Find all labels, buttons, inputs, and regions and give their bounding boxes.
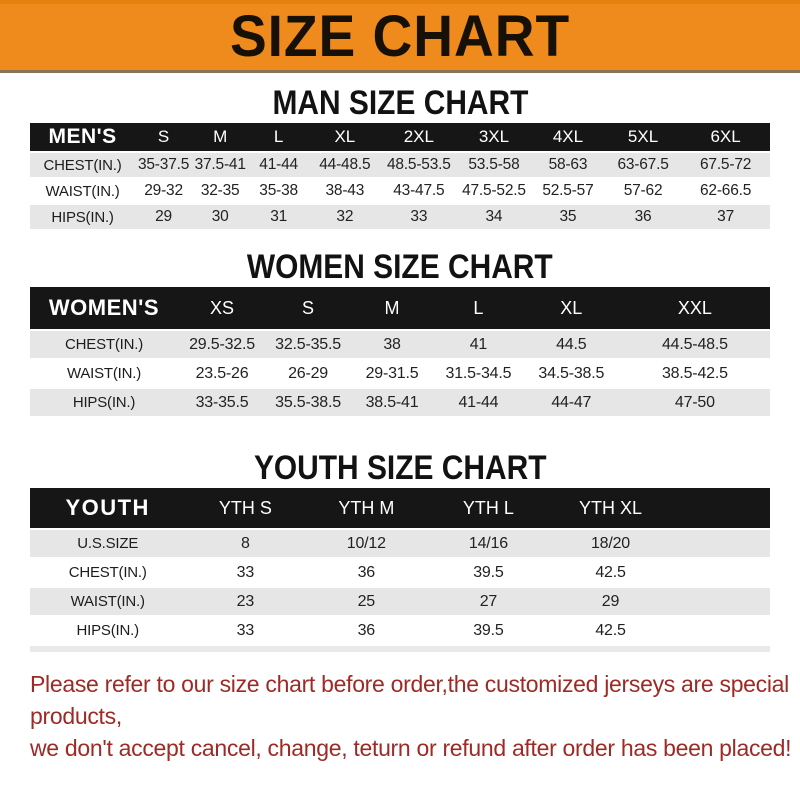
cell: 33-35.5	[178, 389, 266, 418]
cell: 38	[350, 331, 434, 360]
cell: 36	[305, 559, 427, 588]
col-header: 3XL	[457, 123, 531, 153]
cell: 35.5-38.5	[266, 389, 350, 418]
cell: 44-47	[523, 389, 620, 418]
cell: 42.5	[549, 559, 671, 588]
men-header-bar	[30, 123, 770, 153]
youth-waist-row	[30, 588, 770, 617]
row-label: U.S.SIZE	[30, 530, 185, 559]
cell: 29-31.5	[350, 360, 434, 389]
cell: 33	[185, 617, 305, 646]
men-waist-row	[30, 179, 770, 205]
cell: 29.5-32.5	[178, 331, 266, 360]
cell: 52.5-57	[531, 179, 605, 205]
banner	[0, 0, 800, 73]
cell: 43-47.5	[381, 179, 457, 205]
youth-group-label: YOUTH	[30, 488, 185, 530]
cell: 29	[135, 205, 192, 231]
footer-note-line2: we don't accept cancel, change, teturn or refund after order has been placed!	[30, 735, 792, 761]
col-header: YTH M	[305, 488, 427, 530]
cell: 41	[434, 331, 523, 360]
youth-chest-row	[30, 559, 770, 588]
women-group-label: WOMEN'S	[30, 287, 178, 331]
footer-note	[30, 668, 800, 764]
col-header: XL	[523, 287, 620, 331]
col-header: S	[135, 123, 192, 153]
women-waist-row	[30, 360, 770, 389]
cell: 39.5	[427, 559, 549, 588]
women-chest-row	[30, 331, 770, 360]
cell: 35-38	[248, 179, 309, 205]
youth-ussize-row	[30, 530, 770, 559]
cell: 58-63	[531, 153, 605, 179]
cell: 63-67.5	[605, 153, 681, 179]
cell: 38.5-42.5	[620, 360, 770, 389]
women-hips-row	[30, 389, 770, 418]
women-section-heading	[0, 247, 800, 287]
men-hips-row	[30, 205, 770, 231]
row-label: CHEST(IN.)	[30, 559, 185, 588]
cell: 33	[185, 559, 305, 588]
banner-title: SIZE CHART	[229, 4, 571, 69]
cell: 37	[681, 205, 770, 231]
cell: 18/20	[549, 530, 671, 559]
cell: 36	[305, 617, 427, 646]
cell: 37.5-41	[192, 153, 248, 179]
col-header: XXL	[620, 287, 770, 331]
youth-hips-row	[30, 617, 770, 646]
cell: 23	[185, 588, 305, 617]
row-label: HIPS(IN.)	[30, 389, 178, 418]
row-label: WAIST(IN.)	[30, 360, 178, 389]
cell-spacer	[672, 559, 770, 588]
header-bar-spacer	[672, 488, 770, 530]
col-header: YTH XL	[549, 488, 671, 530]
men-section-heading	[0, 83, 800, 123]
row-label: HIPS(IN.)	[30, 205, 135, 231]
cell: 26-29	[266, 360, 350, 389]
cell: 42.5	[549, 617, 671, 646]
footer-strip-cell	[30, 646, 770, 652]
cell: 23.5-26	[178, 360, 266, 389]
cell: 32-35	[192, 179, 248, 205]
col-header: 5XL	[605, 123, 681, 153]
women-size-table	[30, 287, 770, 418]
col-header: M	[350, 287, 434, 331]
col-header: 6XL	[681, 123, 770, 153]
cell: 25	[305, 588, 427, 617]
row-label: CHEST(IN.)	[30, 153, 135, 179]
col-header: S	[266, 287, 350, 331]
cell: 62-66.5	[681, 179, 770, 205]
cell: 32	[309, 205, 381, 231]
col-header: L	[434, 287, 523, 331]
cell: 41-44	[434, 389, 523, 418]
cell-spacer	[672, 588, 770, 617]
col-header: M	[192, 123, 248, 153]
cell: 31.5-34.5	[434, 360, 523, 389]
cell: 38.5-41	[350, 389, 434, 418]
cell-spacer	[672, 530, 770, 559]
youth-size-table	[30, 488, 770, 652]
cell: 41-44	[248, 153, 309, 179]
cell: 29-32	[135, 179, 192, 205]
men-heading-text: MAN SIZE CHART	[272, 84, 528, 122]
cell: 33	[381, 205, 457, 231]
cell: 47-50	[620, 389, 770, 418]
cell: 44.5	[523, 331, 620, 360]
cell: 44-48.5	[309, 153, 381, 179]
cell: 10/12	[305, 530, 427, 559]
footer-note-line1: Please refer to our size chart before order,the customized jerseys are special products,	[30, 671, 789, 729]
women-header-bar	[30, 287, 770, 331]
men-group-label: MEN'S	[30, 123, 135, 153]
cell: 38-43	[309, 179, 381, 205]
cell: 34	[457, 205, 531, 231]
row-label: CHEST(IN.)	[30, 331, 178, 360]
col-header: L	[248, 123, 309, 153]
cell: 8	[185, 530, 305, 559]
cell: 48.5-53.5	[381, 153, 457, 179]
cell: 14/16	[427, 530, 549, 559]
cell: 35	[531, 205, 605, 231]
cell: 67.5-72	[681, 153, 770, 179]
cell: 36	[605, 205, 681, 231]
col-header: 2XL	[381, 123, 457, 153]
women-heading-text: WOMEN SIZE CHART	[247, 248, 553, 286]
youth-header-bar	[30, 488, 770, 530]
cell: 31	[248, 205, 309, 231]
cell: 57-62	[605, 179, 681, 205]
cell: 34.5-38.5	[523, 360, 620, 389]
cell: 30	[192, 205, 248, 231]
cell-spacer	[672, 617, 770, 646]
col-header: YTH L	[427, 488, 549, 530]
row-label: HIPS(IN.)	[30, 617, 185, 646]
cell: 32.5-35.5	[266, 331, 350, 360]
col-header: XS	[178, 287, 266, 331]
cell: 53.5-58	[457, 153, 531, 179]
youth-heading-text: YOUTH SIZE CHART	[253, 449, 547, 487]
men-chest-row	[30, 153, 770, 179]
cell: 39.5	[427, 617, 549, 646]
col-header: XL	[309, 123, 381, 153]
col-header: YTH S	[185, 488, 305, 530]
cell: 27	[427, 588, 549, 617]
cell: 29	[549, 588, 671, 617]
row-label: WAIST(IN.)	[30, 179, 135, 205]
cell: 35-37.5	[135, 153, 192, 179]
cell: 44.5-48.5	[620, 331, 770, 360]
cell: 47.5-52.5	[457, 179, 531, 205]
col-header: 4XL	[531, 123, 605, 153]
men-size-table	[30, 123, 770, 231]
youth-section-heading	[0, 448, 800, 488]
table-footer-strip	[30, 646, 770, 652]
row-label: WAIST(IN.)	[30, 588, 185, 617]
